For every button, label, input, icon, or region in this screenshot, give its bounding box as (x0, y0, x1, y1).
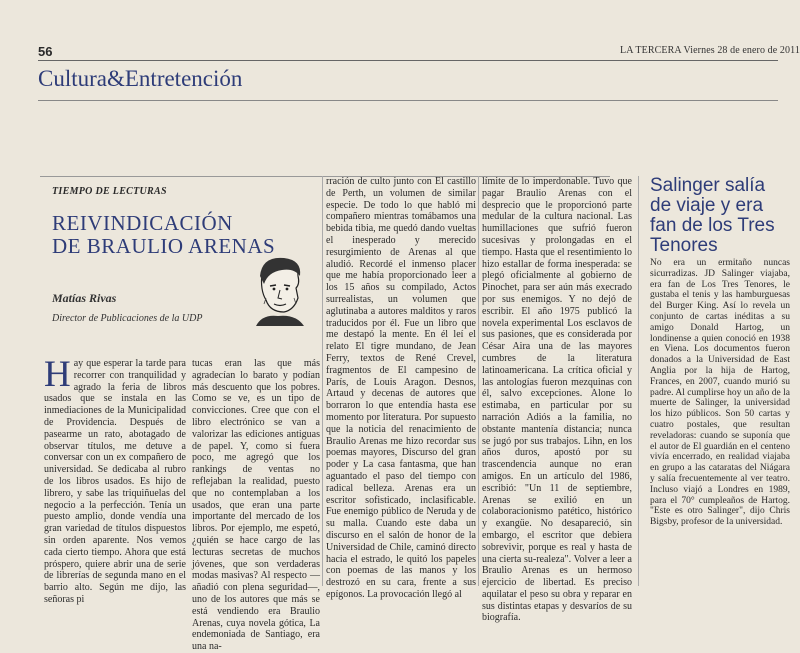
sidebar-headline: Salinger salía de viaje y era fan de los Tres Tenores (650, 175, 775, 256)
article-col1-text: ay que esperar la tarde para recorrer con tranquilidad y agrado la feria de libros usados que se instala en las inmediaciones de la Municipalidad de Providencia. Después de pasearme un rato, abotagado de observar títulos, me detuve a conversar con un ex compañero de universidad. Se dedicaba al rubro de los libros usados. Es hijo de librero, y sabe las triquiñuelas del negocio a la perfección. Tenía un puesto amplio, donde vendía una gran variedad de títulos dispuestos sin orden aparente. Nos vemos cada cierto tiempo. Ahora que está próspero, quiere abrir una de serie de librerías de segunda mano en el barrio alto. Según me dijo, las señoras pi (44, 358, 186, 605)
column-divider (638, 176, 639, 586)
drop-cap: H (44, 354, 71, 395)
page-number: 56 (38, 44, 53, 59)
article-col3-text: rración de culto junto con El castillo de Perth, un volumen de similar especie. De todo lo que habló mi compañero mientras tomábamos una bebida tibia, me quedó dando vueltas el inesperado y merecido resurgimiento de Arenas al que aludió. Recordé el inmenso placer que me había proporcionado leer a los 15 años su compilado, Actos surrealistas, un volumen que aglutinaba a autores malditos y raros traducidos por él. Fue un libro que me destapó la mente. En él leí el relato El tigre mundano, de Jean Ferry, textos de René Crevel, fragmentos de El campesino de París, de Louis Aragon. Desnos, Artaud y decenas de autores que borraron lo que entendía hasta ese momento por literatura. Por supuesto que la noticia del renacimiento de Braulio Arenas me hizo recordar sus poemas mayores, Discurso del gran poder y La casa fantasma, que han aguantado el paso del tiempo con radical belleza. Arenas era un escritor sofisticado, inclasificable. Fue enemigo público de Neruda y de su malla. Cuando este daba un discurso en el salón de honor de la Universidad de Chile, caminó directo hacia el estrado, le quitó los papeles con poemas de las manos y los destrozó en su cara, frente a sus epígonos. La provocación llegó al (326, 176, 476, 600)
sidebar-body-text: No era un ermitaño nuncas sicurradizas. JD Salinger viajaba, era fan de Los Tres Tenores, le gustaba el tenis y las hamburguesas del Burger King. Así lo revela un conjunto de cartas inéditas a su amigo Donald Hartog, un londinense a quien conoció en 1938 en Viena. Los documentos fueron donados a la Universidad de East Anglia por la hija de Hartog, Frances, en 2007, cuando murió su padre. Al cumplirse hoy un año de la muerte de Salinger, la universidad los hizo públicos. Son 50 cartas y cuatro postales, que resultan reveladoras: cuando se suponía que el autor de El guardián en el centeno vivía encerrado, en realidad viajaba en grupo a las cataratas del Niágara y salía frecuentemente al ver teatro. Incluso viajó a Londres en 1989, para el 70° cumpleaños de Hartog. "Este es otro Salinger", dijo Chris Bigsby, profesor de la universidad. (650, 258, 790, 528)
author-portrait (248, 254, 310, 326)
column-divider (322, 176, 323, 586)
article-col2-text: tucas eran las que más agradecían lo barato y podían más descuento que los pobres. Como se ve, es un tipo de convicciones. Cree que con el libro electrónico se van a valorizar las ediciones antiguas de papel. Y, como si fuera poco, me agregó que los rankings de ventas no reflejaban la realidad, puesto que no contemplaban a los usados, que eran una parte importante del mercado de los libros. Por ejemplo, me espetó, ¿quién se hace cargo de las lecturas secretas de muchos jóvenes, que son verdaderas modas masivas? Al respecto —añadió con plena seguridad—, uno de los autores que más se está vendiendo era Braulio Arenas, cuya novela gótica, La endemoniada de Santiago, era una na- (192, 358, 320, 653)
section-title: Cultura&Entretención (38, 66, 243, 91)
author-title: Director de Publicaciones de la UDP (52, 313, 203, 324)
faded-background-print (40, 106, 780, 168)
top-rule (38, 60, 778, 61)
author-name: Matías Rivas (52, 291, 117, 305)
article-col4-text: límite de lo imperdonable. Tuvo que pagar Braulio Arenas con el desprecio que le proporcionó parte medular de la cultura nacional. Las humillaciones que sufrió fueron sucesivas y prolongadas en el tiempo. Hasta que el resentimiento lo hizo estallar de forma inesperada: se plegó oficialmente al gobierno de Pinochet, para ser aún más execrado por sus enemigos. Y no dejó de escribir. El año 1975 publicó la novela experimental Los esclavos de sus pasiones, que es considerada por César Aira una de las mayores cumbres de la literatura latinoamericana. La crítica oficial y las antologías fueron mezquinas con él, salvo excepciones. Alone lo estimaba, en particular por su narración Adiós a la familia, no obstante mantenía distancia; nunca se jugó por sus trabajos. Lihn, en los años duros, apostó por su trascendencia aunque no eran amigos. En un artículo del 1986, escribió: "Un 11 de septiembre, Arenas se exilió en un colaboracionismo patético, histórico y exangüe. No desapareció, sin embargo, el escritor que debiera sobrevivir, porque es real y hasta de una cierta su-realeza". Volver a leer a Braulio Arenas es un hermoso ejercicio de libertad. Es preciso aquilatar el peso su obra y reparar en sus distintas etapas y desvaríos de su biografía. (482, 176, 632, 624)
article-column-4 (482, 176, 632, 624)
sidebar-body (650, 258, 790, 584)
article-column-2 (192, 358, 320, 653)
article-kicker: TIEMPO DE LECTURAS (52, 186, 167, 197)
masthead-date: LA TERCERA Viernes 28 de enero de 2011 (620, 45, 800, 56)
article-column-3 (326, 176, 476, 600)
article-headline (52, 212, 275, 258)
headline-line-1: REIVINDICACIÓN (52, 211, 233, 235)
column-divider (478, 176, 479, 586)
article-column-1 (44, 354, 186, 605)
headline-line-2: DE BRAULIO ARENAS (52, 234, 276, 258)
section-rule (38, 100, 778, 101)
